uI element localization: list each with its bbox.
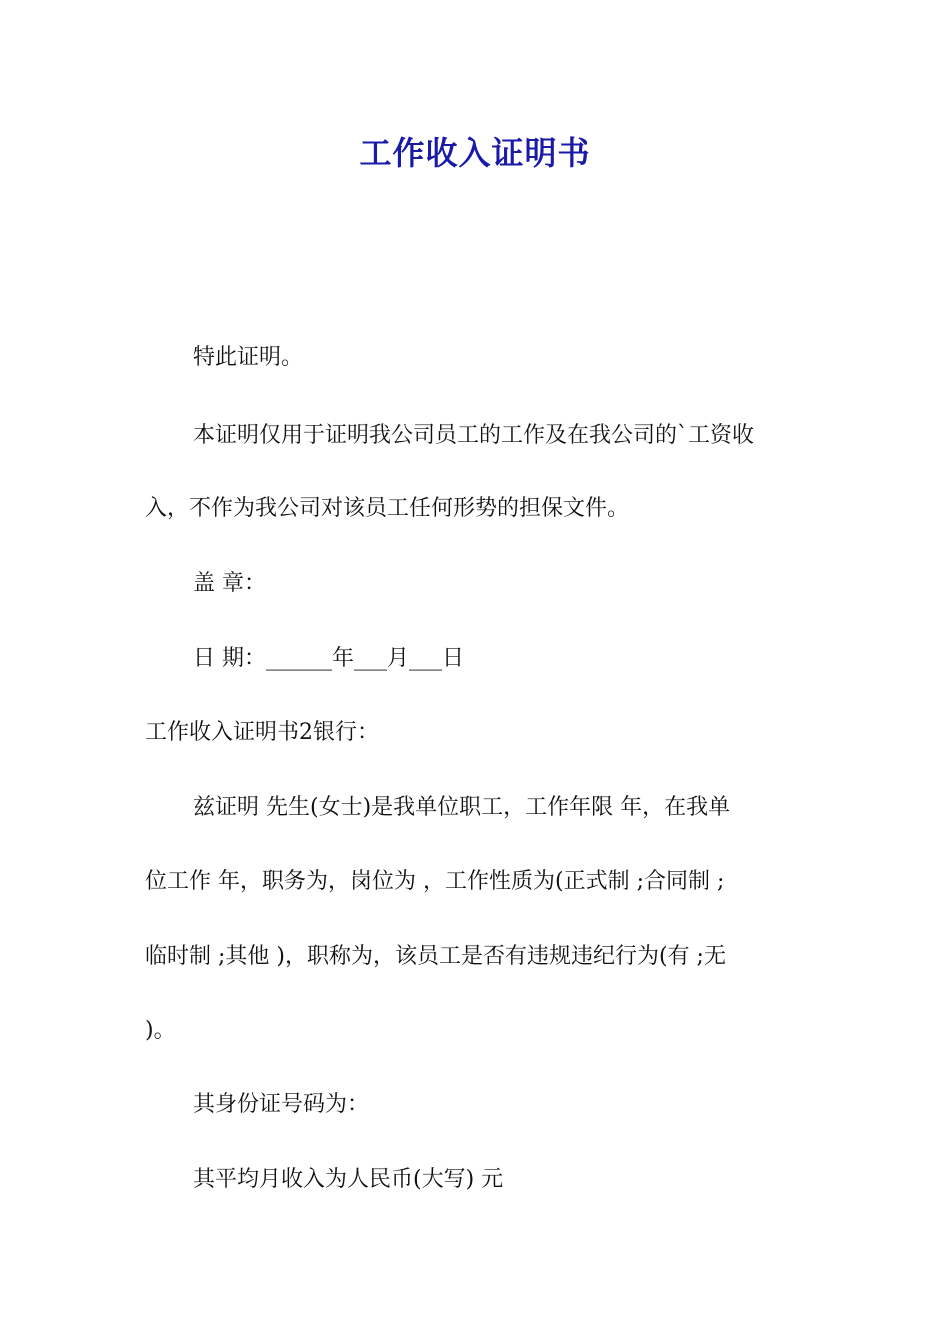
statement-line: 特此证明。 [193, 345, 304, 370]
employment-line-3: 临时制 ;其他 )，职称为，该员工是否有违规违纪行为(有 ;无 [145, 944, 726, 969]
employment-line-4: )。 [145, 1018, 176, 1043]
document-title: 工作收入证明书 [359, 134, 591, 172]
section-heading: 工作收入证明书2银行： [145, 720, 379, 745]
purpose-line-1: 本证明仅用于证明我公司员工的工作及在我公司的`工资收 [193, 423, 755, 448]
seal-line: 盖 章： [193, 571, 266, 596]
date-line: 日 期：______年___月___日 [193, 646, 464, 671]
income-line: 其平均月收入为人民币(大写) 元 [193, 1167, 504, 1192]
purpose-line-2: 入，不作为我公司对该员工任何形势的担保文件。 [145, 496, 630, 521]
employment-line-2: 位工作 年，职务为，岗位为 ，工作性质为(正式制 ;合同制 ; [145, 869, 725, 894]
employment-line-1: 兹证明 先生(女士)是我单位职工，工作年限 年，在我单 [193, 795, 731, 820]
id-number-line: 其身份证号码为： [193, 1092, 370, 1117]
